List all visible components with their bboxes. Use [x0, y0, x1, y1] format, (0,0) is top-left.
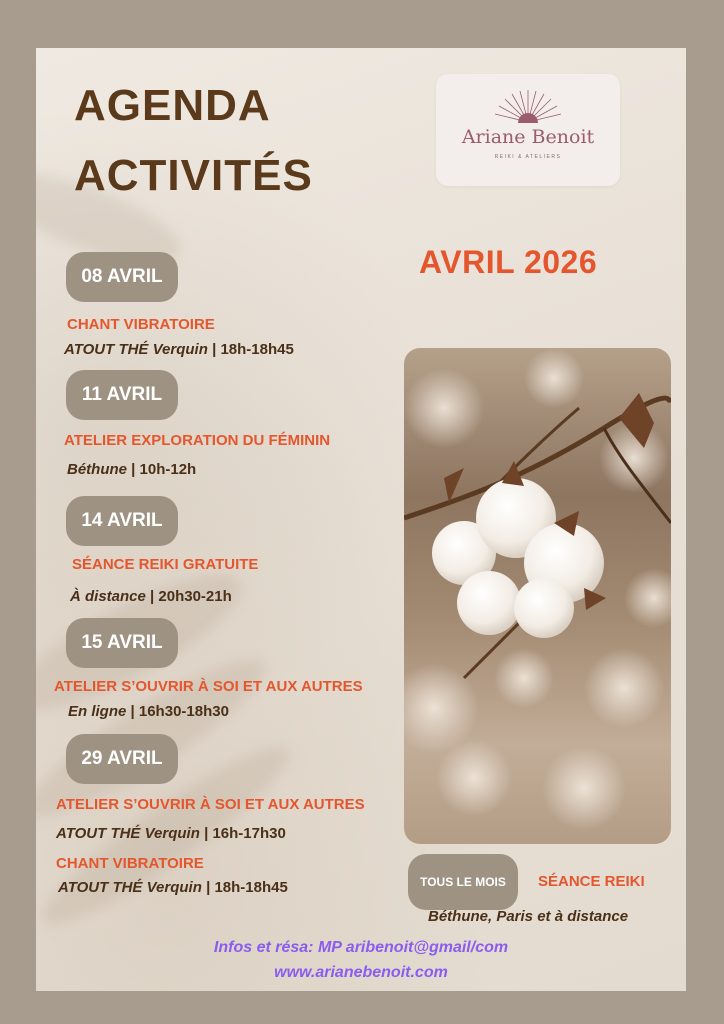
monthly-badge: TOUS LE MOIS [408, 854, 518, 910]
event-detail [64, 341, 294, 358]
date-badge: 08 AVRIL [66, 252, 178, 302]
event-place: En ligne [68, 703, 127, 720]
event-title: ATELIER S’OUVRIR À SOI ET AUX AUTRES [56, 796, 365, 813]
event-time: | 18h-18h45 [201, 879, 288, 896]
logo-tagline: REIKI & ATELIERS [494, 154, 562, 160]
event-place: Béthune [67, 461, 127, 478]
cotton-flower-image [404, 348, 671, 844]
date-badge: 15 AVRIL [66, 618, 178, 668]
event-title: CHANT VIBRATOIRE [56, 855, 204, 872]
sunburst-icon [436, 74, 620, 134]
date-badge: 29 AVRIL [66, 734, 178, 784]
logo [436, 74, 620, 186]
event-title: SÉANCE REIKI GRATUITE [72, 556, 259, 573]
contact-info[interactable]: Infos et résa: MP aribenoit@gmail/com [213, 939, 509, 956]
event-place: ATOUT THÉ Verquin [56, 825, 200, 842]
website-link[interactable]: www.arianebenoit.com [274, 964, 448, 981]
event-time: | 16h30-18h30 [126, 703, 229, 720]
event-time: | 20h30-21h [145, 588, 232, 605]
event-detail [56, 825, 286, 842]
monthly-location: Béthune, Paris et à distance [428, 908, 629, 925]
page-title-line1: AGENDA [74, 81, 271, 130]
event-time: | 10h-12h [127, 461, 197, 478]
event-title: CHANT VIBRATOIRE [67, 316, 215, 333]
date-badge: 11 AVRIL [66, 370, 178, 420]
event-time: | 18h-18h45 [207, 341, 294, 358]
month-heading: AVRIL 2026 [419, 244, 598, 280]
logo-name: Ariane Benoit [461, 126, 595, 148]
event-place: ATOUT THÉ Verquin [64, 341, 208, 358]
event-place: ATOUT THÉ Verquin [58, 879, 202, 896]
event-detail [70, 588, 232, 605]
agenda-poster [36, 48, 686, 991]
event-time: | 16h-17h30 [199, 825, 286, 842]
event-place: À distance [70, 588, 146, 605]
event-title: ATELIER EXPLORATION DU FÉMININ [64, 432, 331, 449]
event-detail [58, 879, 288, 896]
cotton-photo [404, 348, 671, 844]
event-detail [68, 703, 229, 720]
event-title: ATELIER S’OUVRIR À SOI ET AUX AUTRES [54, 678, 363, 695]
event-detail [67, 461, 196, 478]
monthly-title: SÉANCE REIKI [538, 873, 645, 890]
date-badge: 14 AVRIL [66, 496, 178, 546]
page-title-line2: ACTIVITÉS [74, 151, 313, 200]
